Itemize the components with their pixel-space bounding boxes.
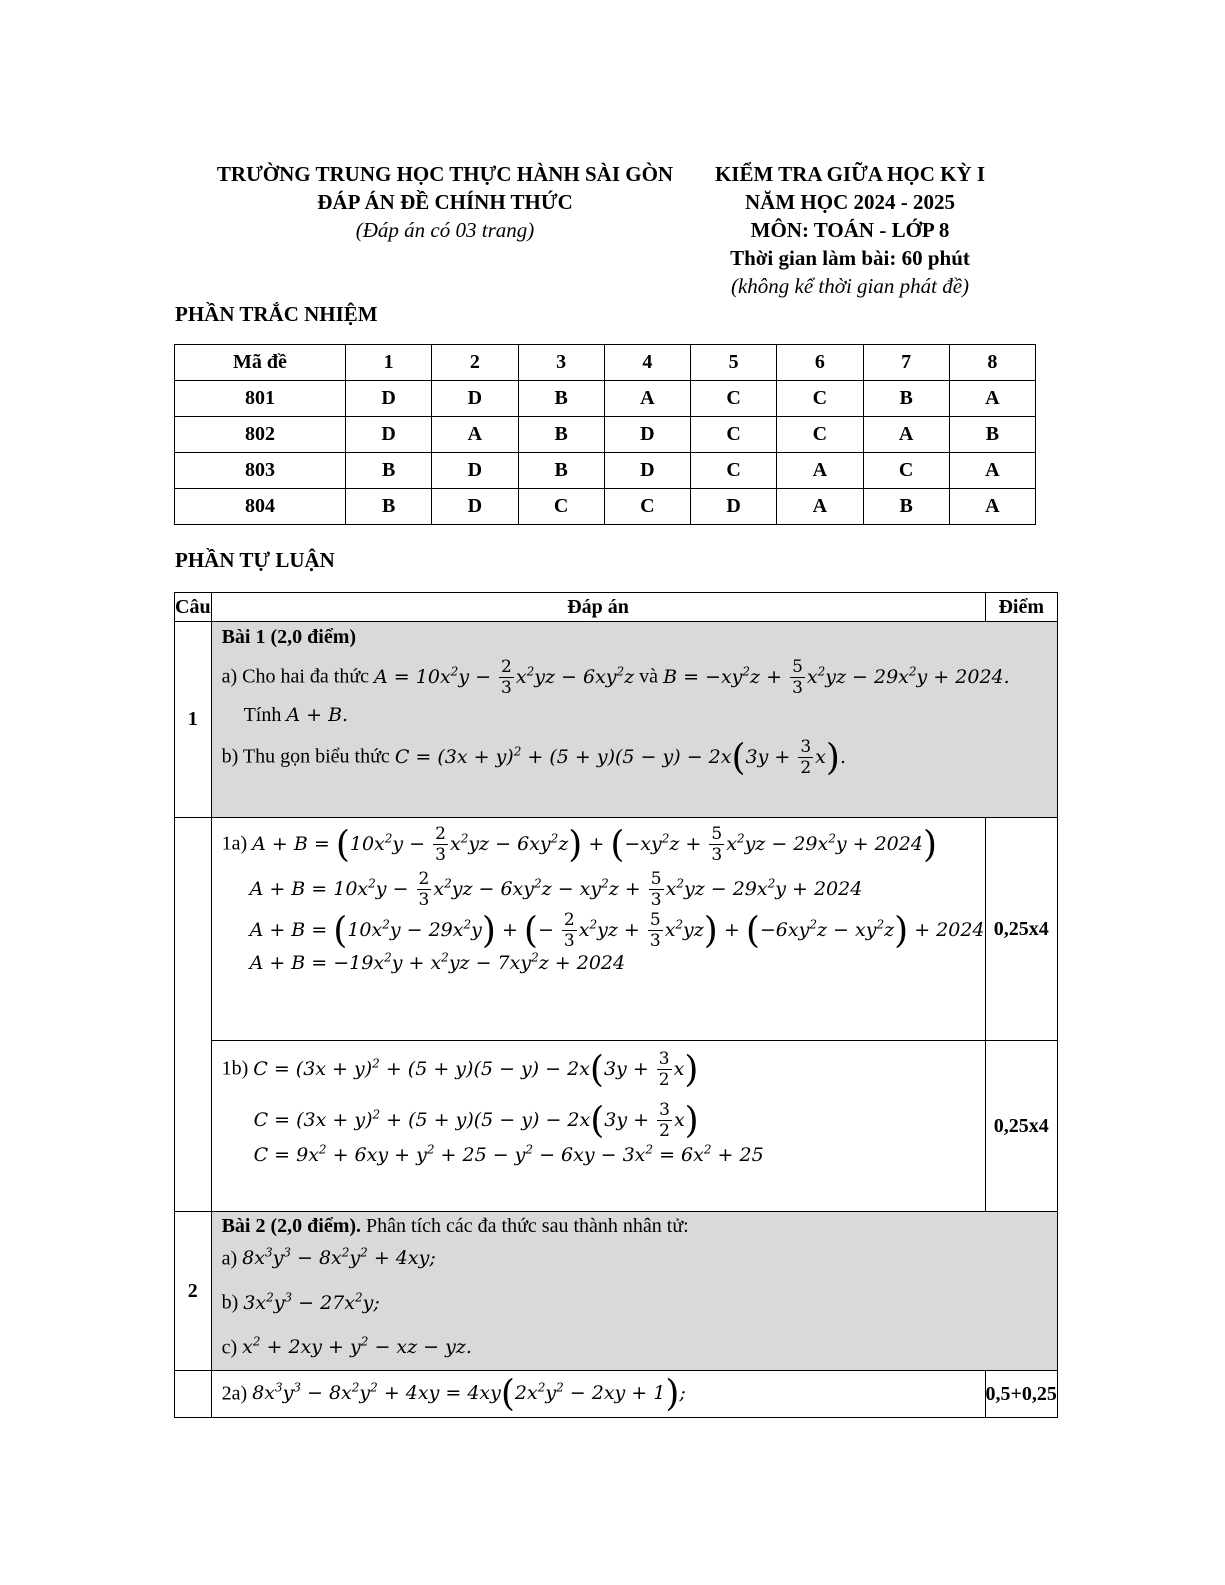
answer-1b-line-1: 1b) $C = (3x + y)^2 + (5 + y)(5 - y) - 2x(3y$ + $\frac{3}{2}$ x) bbox=[221, 1049, 699, 1090]
pages-note: (Đáp án có 03 trang) bbox=[355, 218, 535, 242]
header-cell: 8 bbox=[949, 345, 1035, 381]
table-cell: B bbox=[518, 417, 604, 453]
question-2a: a) $8x^3y^3 - 8x^2y^2 + 4xy$; bbox=[221, 1246, 436, 1270]
table-cell: B bbox=[863, 489, 949, 525]
table-cell: D bbox=[604, 453, 690, 489]
table-cell: D bbox=[432, 453, 518, 489]
answer-label: 1b) bbox=[221, 1057, 249, 1080]
score-2a: 0,5+0,25 bbox=[985, 1371, 1057, 1418]
table-cell: D bbox=[604, 417, 690, 453]
table-cell: A bbox=[949, 381, 1035, 417]
header-left bbox=[200, 160, 690, 244]
table-cell: C bbox=[691, 381, 777, 417]
answer-1a-line-2: $A + B = 10x^2y$ − $\frac{2}{3}$ $x^2yz - 6xy^2z - xy^2z$ + $\frac{5}{3}$ $x^2yz - 29x^2y + 2024$ bbox=[249, 869, 863, 910]
question-2-text bbox=[211, 1212, 1057, 1371]
header-cell-dapan: Đáp án bbox=[211, 593, 985, 622]
table-cell: D bbox=[432, 489, 518, 525]
header-cell: 3 bbox=[518, 345, 604, 381]
table-cell: A bbox=[949, 453, 1035, 489]
exam-name: KIỂM TRA GIỮA HỌC KỲ I bbox=[714, 162, 986, 186]
answer-1b-line-3: $C = 9x^2 + 6xy + y^2 + 25 - y^2 - 6xy - 3x^2 = 6x^2 + 25$ bbox=[253, 1143, 764, 1167]
table-cell: A bbox=[863, 417, 949, 453]
table-row bbox=[175, 381, 1036, 417]
answer-1a-line-3: $A + B = (10x^2y - 29x^2y)$ + (− $\frac{2}{3}$ $x^2yz$ + $\frac{5}{3}$ $x^2yz) + (-6xy^2z - xy^2z) + 2024$ bbox=[249, 910, 985, 951]
table-cell: B bbox=[863, 381, 949, 417]
question-number: 1 bbox=[175, 622, 212, 818]
header-cell: 5 bbox=[691, 345, 777, 381]
question-title-rest: Phân tích các đa thức sau thành nhân tử: bbox=[361, 1215, 689, 1237]
score-1b: 0,25x4 bbox=[985, 1041, 1057, 1212]
question-1-text bbox=[211, 622, 1057, 818]
answer-1b-line-2: $C = (3x + y)^2 + (5 + y)(5 - y) - 2x(3y$ + $\frac{3}{2}$ x) bbox=[253, 1100, 699, 1141]
score-1a: 0,25x4 bbox=[985, 818, 1057, 1041]
question-number: 2 bbox=[175, 1212, 212, 1371]
empty-cell bbox=[175, 818, 212, 1212]
table-cell: A bbox=[432, 417, 518, 453]
table-cell: B bbox=[518, 381, 604, 417]
table-cell: 801 bbox=[175, 381, 346, 417]
header-cell: 1 bbox=[346, 345, 432, 381]
question-2b: b) $3x^2y^3 - 27x^2y$; bbox=[221, 1290, 380, 1314]
subject: MÔN: TOÁN - LỚP 8 bbox=[750, 218, 950, 242]
doc-type: ĐÁP ÁN ĐỀ CHÍNH THỨC bbox=[317, 190, 573, 214]
table-cell: C bbox=[604, 489, 690, 525]
q2b-label: b) bbox=[221, 1291, 239, 1314]
exam-time: Thời gian làm bài: 60 phút bbox=[730, 246, 970, 270]
answer-1a-line-4: $A + B = -19x^2y + x^2yz - 7xy^2z + 2024$ bbox=[249, 951, 626, 975]
table-cell: C bbox=[691, 453, 777, 489]
school-name: TRƯỜNG TRUNG HỌC THỰC HÀNH SÀI GÒN bbox=[216, 162, 674, 186]
question-title: Bài 1 (2,0 điểm) bbox=[221, 626, 357, 648]
question-title: Bài 2 (2,0 điểm). bbox=[221, 1215, 362, 1237]
time-note: (không kể thời gian phát đề) bbox=[730, 274, 970, 298]
table-cell: C bbox=[518, 489, 604, 525]
table-cell: C bbox=[863, 453, 949, 489]
table-cell: B bbox=[518, 453, 604, 489]
table-cell: B bbox=[346, 453, 432, 489]
answer-1a bbox=[211, 818, 985, 1041]
table-cell: D bbox=[432, 381, 518, 417]
header-cell: 2 bbox=[432, 345, 518, 381]
question-1a-compute: Tính A + B. bbox=[243, 704, 349, 726]
q2a-label: a) bbox=[221, 1247, 238, 1270]
answer-1b-row bbox=[175, 1041, 1058, 1212]
table-cell: C bbox=[777, 381, 863, 417]
answer-1b bbox=[211, 1041, 985, 1212]
table-cell: B bbox=[949, 417, 1035, 453]
q1a-and: và bbox=[639, 665, 659, 688]
answer-2a-line: 2a) $8x^3y^3 - 8x^2y^2 + 4xy = 4xy(2x^2y^2 - 2xy + 1)$; bbox=[221, 1373, 686, 1415]
answer-1a-line-1: 1a) $A + B = (10x^2y$ − $\frac{2}{3}$ $x^2yz - 6xy^2z) + (-xy^2z$ + $\frac{5}{3}$ $x^2yz - 29x^2y + 2024$) bbox=[221, 824, 937, 865]
answer-2a bbox=[211, 1371, 985, 1418]
essay-title: PHẦN TỰ LUẬN bbox=[175, 548, 335, 572]
header-cell: 7 bbox=[863, 345, 949, 381]
question-2-title bbox=[212, 1212, 1057, 1238]
q1b-text: b) Thu gọn biểu thức bbox=[221, 745, 390, 768]
table-cell: C bbox=[691, 417, 777, 453]
table-cell: D bbox=[346, 381, 432, 417]
mcq-title: PHẦN TRẮC NHIỆM bbox=[175, 302, 378, 326]
table-cell: 804 bbox=[175, 489, 346, 525]
answer-label: 2a) bbox=[221, 1382, 248, 1404]
table-row bbox=[175, 489, 1036, 525]
table-cell: A bbox=[777, 453, 863, 489]
table-header-row bbox=[175, 345, 1036, 381]
question-1b: b) Thu gọn biểu thức $C = (3x + y)^2 + (5 + y)(5 - y) - 2x(3y$ + $\frac{3}{2}$ x). bbox=[221, 737, 846, 778]
header-cell-cau: Câu bbox=[175, 593, 212, 622]
answer-1a-row bbox=[175, 818, 1058, 1041]
header-cell: 6 bbox=[777, 345, 863, 381]
q2c-label: c) bbox=[221, 1335, 238, 1358]
table-cell: D bbox=[346, 417, 432, 453]
answer-label: 1a) bbox=[221, 832, 248, 855]
answer-2a-row bbox=[175, 1371, 1058, 1418]
q1a-tinh: Tính bbox=[243, 704, 282, 726]
school-year: NĂM HỌC 2024 - 2025 bbox=[745, 190, 955, 214]
header-right bbox=[705, 160, 995, 300]
table-cell: 803 bbox=[175, 453, 346, 489]
table-cell: C bbox=[777, 417, 863, 453]
table-row bbox=[175, 417, 1036, 453]
header-cell: Mã đề bbox=[175, 345, 346, 381]
empty-cell bbox=[175, 1371, 212, 1418]
q1a-text: a) Cho hai đa thức bbox=[221, 665, 370, 688]
table-cell: A bbox=[604, 381, 690, 417]
essay-answer-table bbox=[174, 592, 1058, 1418]
header-cell-diem: Điểm bbox=[985, 593, 1057, 622]
table-cell: 802 bbox=[175, 417, 346, 453]
table-cell: D bbox=[691, 489, 777, 525]
question-1a: a) Cho hai đa thức $A = 10x^2y$ − $\frac{2}{3}$ $x^2yz - 6xy^2z$ và $B = -xy^2z$ + $\frac{5}{3}$ $x^2yz - 29x^2y + 2024$. bbox=[221, 657, 1010, 698]
question-2-row bbox=[175, 1212, 1058, 1371]
mcq-answer-table bbox=[174, 344, 1036, 525]
question-1-row bbox=[175, 622, 1058, 818]
table-header-row bbox=[175, 593, 1058, 622]
header-cell: 4 bbox=[604, 345, 690, 381]
table-row bbox=[175, 453, 1036, 489]
table-cell: A bbox=[777, 489, 863, 525]
table-cell: A bbox=[949, 489, 1035, 525]
table-cell: B bbox=[346, 489, 432, 525]
question-2c: c) $x^2 + 2xy + y^2$ − xz − yz. bbox=[221, 1334, 472, 1358]
